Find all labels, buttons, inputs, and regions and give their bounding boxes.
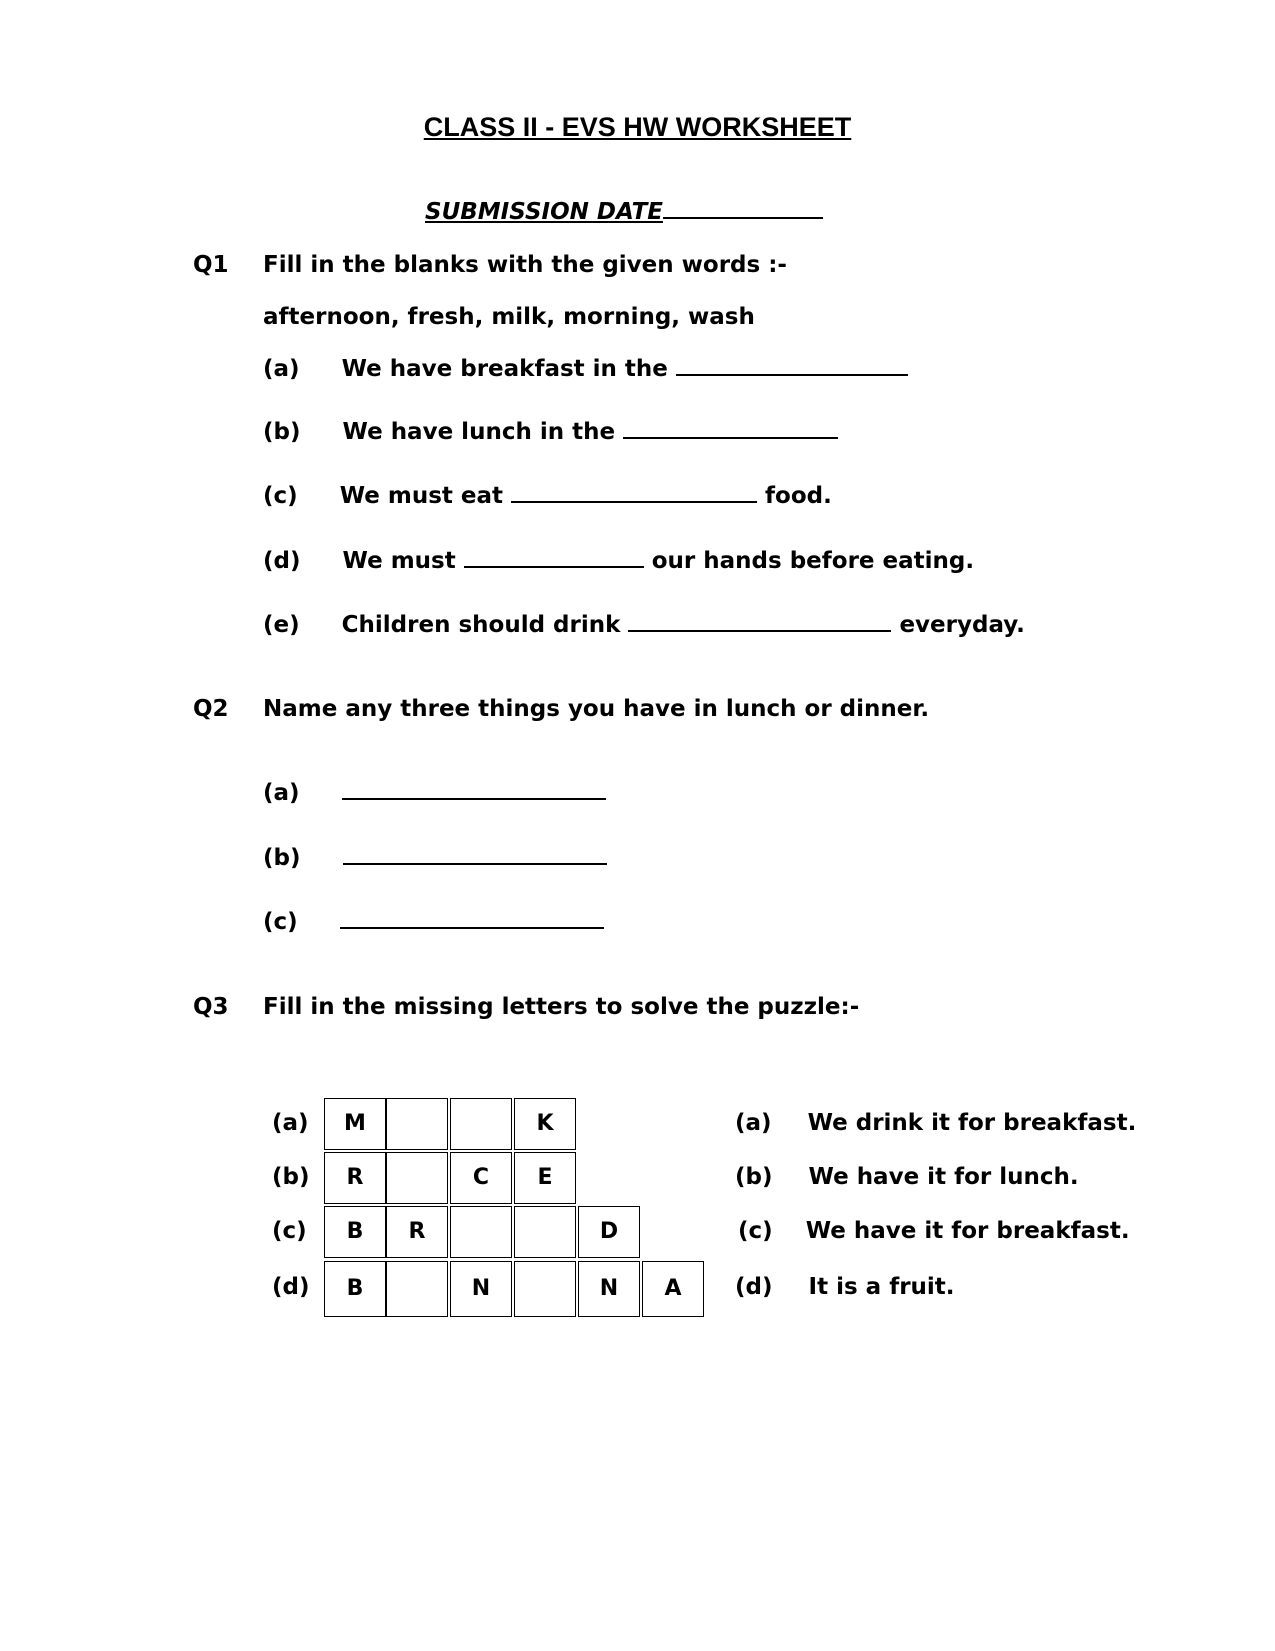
puzzle-cell[interactable] — [386, 1152, 448, 1204]
puzzle-row-label-d: (d) — [272, 1274, 310, 1300]
puzzle-clue-b — [735, 1163, 1079, 1191]
q1-item-e — [263, 611, 1025, 639]
clue-label: (d) — [735, 1274, 773, 1300]
answer-blank[interactable] — [676, 373, 908, 376]
clue-text: We have it for lunch. — [808, 1164, 1079, 1190]
page-title: CLASS II - EVS HW WORKSHEET — [423, 112, 852, 142]
q3-number: Q3 — [193, 994, 229, 1020]
answer-blank[interactable] — [343, 862, 607, 865]
q2-item-a — [263, 779, 606, 807]
puzzle-cell[interactable] — [386, 1098, 448, 1150]
submission-date — [425, 198, 823, 226]
puzzle-row-label-a: (a) — [272, 1110, 309, 1136]
answer-blank[interactable] — [628, 629, 891, 632]
item-label: (c) — [263, 483, 298, 509]
q2-number: Q2 — [193, 696, 229, 722]
clue-text: We drink it for breakfast. — [807, 1110, 1137, 1136]
item-text-before: We must — [342, 548, 456, 574]
clue-text: We have it for breakfast. — [805, 1218, 1130, 1244]
puzzle-clue-c — [738, 1217, 1130, 1245]
item-label: (e) — [263, 612, 300, 638]
puzzle-cell[interactable] — [450, 1098, 512, 1150]
q1-item-c — [263, 482, 832, 510]
item-text-after: our hands before eating. — [651, 548, 975, 574]
puzzle-cell[interactable] — [386, 1261, 448, 1317]
answer-blank[interactable] — [340, 926, 604, 929]
answer-blank[interactable] — [342, 797, 606, 800]
puzzle-cell[interactable]: K — [514, 1098, 576, 1150]
puzzle-cell[interactable]: M — [324, 1098, 386, 1150]
item-text-before: We have lunch in the — [342, 419, 616, 445]
q3-prompt: Fill in the missing letters to solve the puzzle:- — [263, 994, 860, 1020]
item-label: (c) — [263, 909, 298, 935]
submission-date-label: SUBMISSION DATE — [425, 199, 663, 225]
q2-item-c — [263, 908, 604, 936]
item-label: (a) — [263, 780, 300, 806]
item-label: (b) — [263, 845, 301, 871]
puzzle-cell[interactable]: D — [578, 1206, 640, 1258]
answer-blank[interactable] — [623, 436, 838, 439]
item-label: (b) — [263, 419, 301, 445]
item-text-before: We must eat — [339, 483, 504, 509]
clue-label: (c) — [738, 1218, 773, 1244]
item-text-after: food. — [765, 483, 832, 509]
q1-item-d — [263, 547, 974, 575]
puzzle-cell[interactable]: R — [324, 1152, 386, 1204]
q1-word-bank: afternoon, fresh, milk, morning, wash — [263, 304, 755, 330]
puzzle-cell[interactable] — [514, 1206, 576, 1258]
item-text-before: We have breakfast in the — [341, 356, 668, 382]
submission-date-blank[interactable] — [663, 216, 823, 219]
q1-number: Q1 — [193, 252, 229, 278]
answer-blank[interactable] — [511, 500, 757, 503]
puzzle-cell[interactable]: A — [642, 1261, 704, 1317]
puzzle-cell[interactable]: N — [578, 1261, 640, 1317]
q1-item-a — [263, 355, 908, 383]
item-text-before: Children should drink — [341, 612, 621, 638]
clue-label: (a) — [735, 1110, 772, 1136]
puzzle-cell[interactable]: R — [386, 1206, 448, 1258]
q2-item-b — [263, 844, 607, 872]
puzzle-cell[interactable] — [450, 1206, 512, 1258]
answer-blank[interactable] — [464, 565, 644, 568]
puzzle-cell[interactable]: N — [450, 1261, 512, 1317]
puzzle-cell[interactable]: B — [324, 1261, 386, 1317]
clue-label: (b) — [735, 1164, 773, 1190]
clue-text: It is a fruit. — [808, 1274, 955, 1300]
item-text-after: everyday. — [899, 612, 1025, 638]
puzzle-row-label-b: (b) — [272, 1164, 310, 1190]
puzzle-clue-d — [735, 1273, 955, 1301]
puzzle-clue-a — [735, 1109, 1136, 1137]
q1-prompt: Fill in the blanks with the given words :- — [263, 252, 787, 278]
puzzle-cell[interactable] — [514, 1261, 576, 1317]
puzzle-cell[interactable]: E — [514, 1152, 576, 1204]
item-label: (a) — [263, 356, 300, 382]
puzzle-cell[interactable]: C — [450, 1152, 512, 1204]
puzzle-row-label-c: (c) — [272, 1218, 307, 1244]
puzzle-cell[interactable]: B — [324, 1206, 386, 1258]
item-label: (d) — [263, 548, 301, 574]
q2-prompt: Name any three things you have in lunch or dinner. — [263, 696, 930, 722]
q1-item-b — [263, 418, 838, 446]
